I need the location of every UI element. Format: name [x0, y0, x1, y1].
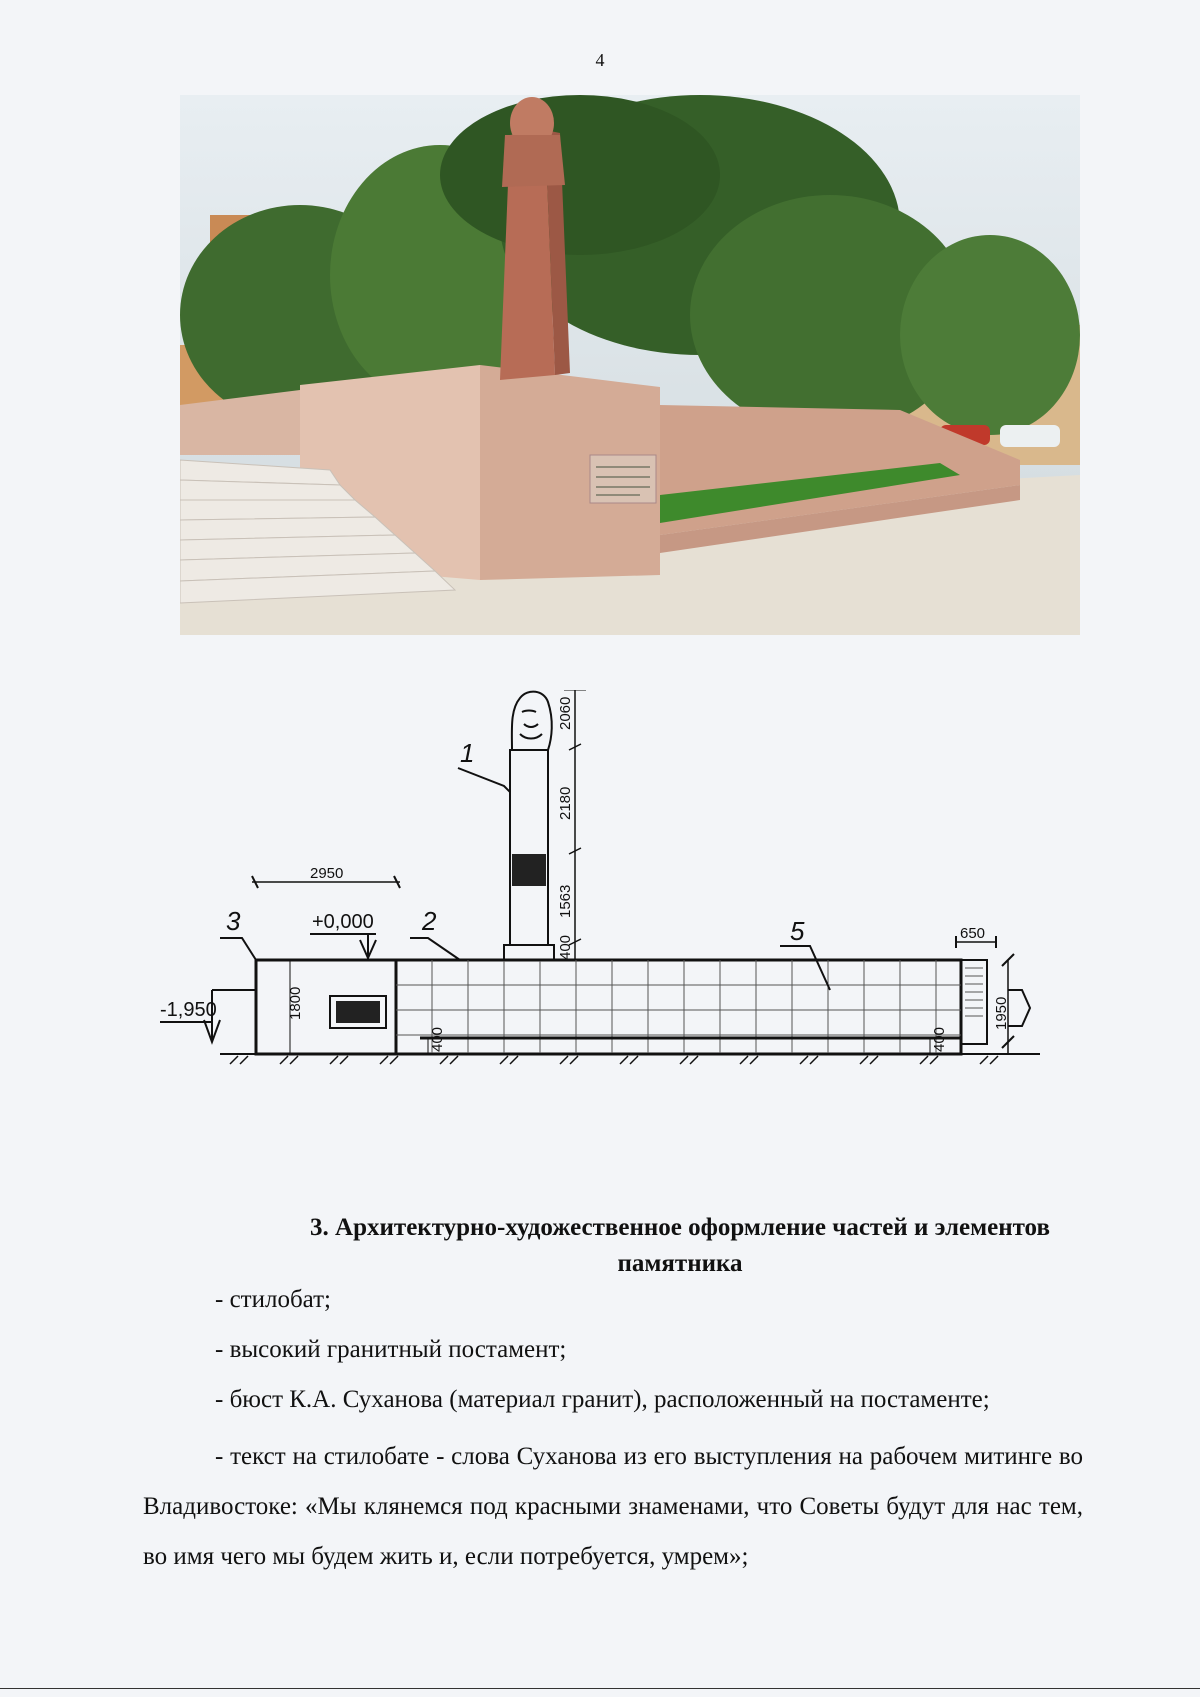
- section-heading-line1: 3. Архитектурно-художественное оформление частей и элементов: [310, 1214, 1050, 1241]
- dim-stylobate-height: 1800: [287, 986, 304, 1020]
- monument-photo: [180, 95, 1080, 635]
- dim-bust-height: 2060: [557, 696, 574, 730]
- list-item-bust: - бюст К.А. Суханова (материал гранит), расположенный на постаменте;: [215, 1386, 990, 1413]
- list-item-text-content: - текст на стилобате - слова Суханова из его выступления на рабочем митинге во Владивостоке: «Мы клянемся под красными знаменами, что Советы будут для нас тем, во имя чего мы будем жить и, если потребуется, умрем»;: [143, 1443, 1083, 1570]
- level-ground: -1,950: [160, 999, 217, 1021]
- section-heading: [200, 1210, 1160, 1282]
- callout-5: 5: [790, 916, 805, 946]
- dim-shaft-lower: 1563: [557, 884, 574, 918]
- dim-curb-right: 400: [931, 1026, 948, 1052]
- dim-curb-left: 400: [429, 1026, 446, 1052]
- dim-wall-height: 1950: [993, 996, 1010, 1030]
- list-item-text: [143, 1432, 1083, 1582]
- level-zero: +0,000: [312, 911, 374, 933]
- section-heading-line2: памятника: [617, 1250, 743, 1277]
- dim-end-width: 650: [960, 925, 986, 942]
- dim-stylobate-length: 2950: [310, 865, 344, 882]
- dim-base-step: 400: [557, 934, 574, 960]
- list-item-pedestal: - высокий гранитный постамент;: [215, 1336, 567, 1363]
- page-number: 4: [595, 50, 605, 70]
- callout-2: 2: [422, 906, 437, 936]
- list-item-stylobate: - стилобат;: [215, 1286, 331, 1313]
- monument-elevation-drawing: [160, 690, 1130, 1170]
- callout-1: 1: [460, 738, 475, 768]
- dim-shaft-upper: 2180: [557, 786, 574, 820]
- callout-3: 3: [226, 906, 241, 936]
- bottom-rule: [0, 1688, 1200, 1689]
